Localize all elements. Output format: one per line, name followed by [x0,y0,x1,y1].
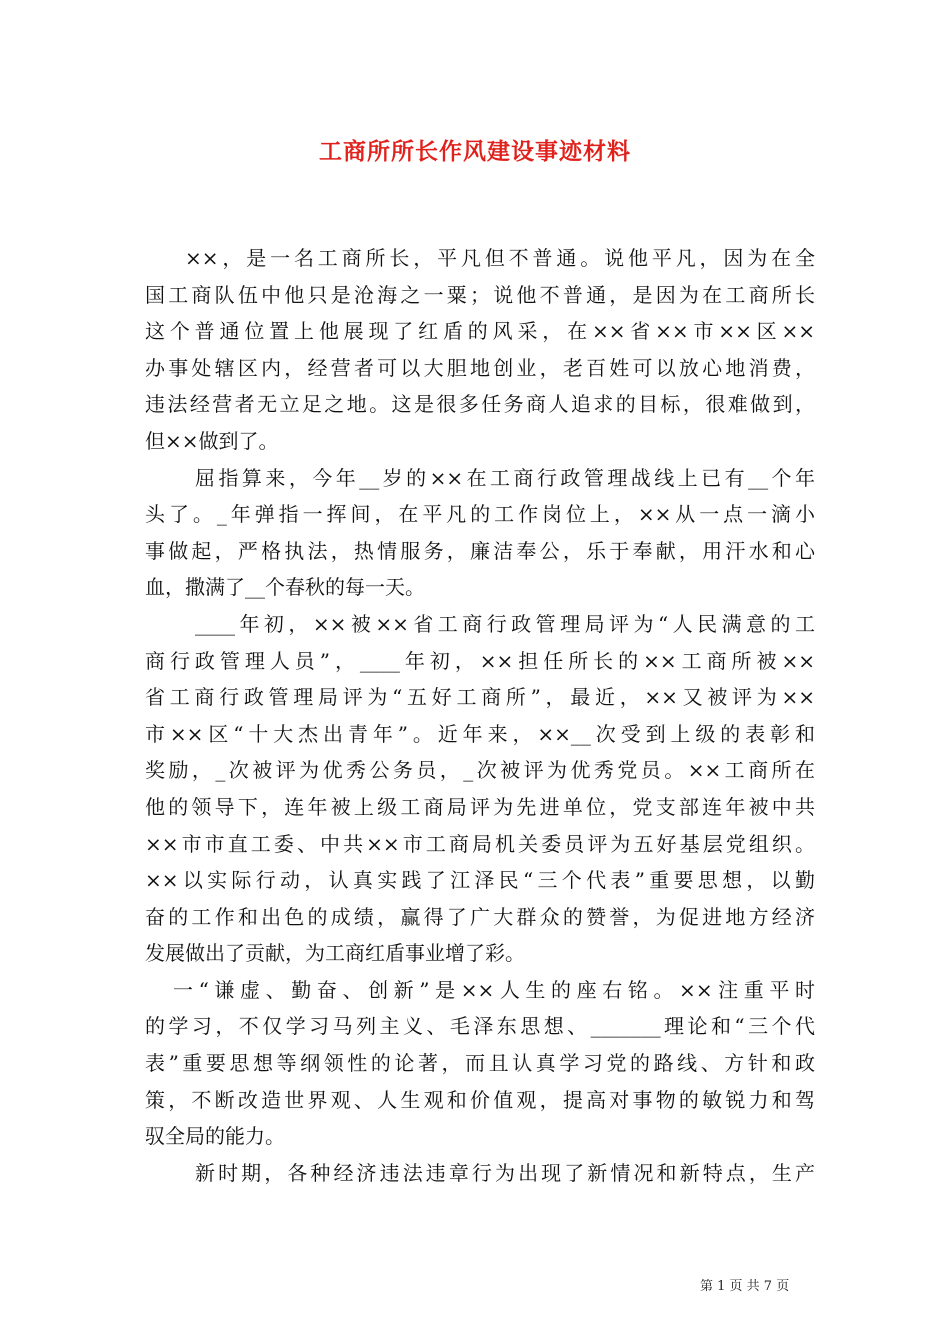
text-line: 他的领导下，连年被上级工商局评为先进单位，党支部连年被中共 [145,794,815,819]
text-line: 省工商行政管理局评为“五好工商所”，最近，××又被评为×× [145,685,815,710]
text-line: 的学习，不仅学习马列主义、毛泽东思想、_______理论和“三个代 [145,1014,815,1039]
text-line: 市××区“十大杰出青年”。近年来，××__次受到上级的表彰和 [145,721,815,746]
text-line: ××市市直工委、中共××市工商局机关委员评为五好基层党组织。 [145,831,815,856]
document-title: 工商所所长作风建设事迹材料 [319,138,631,165]
text-line: 驭全局的能力。 [145,1124,285,1149]
text-line: ××，是一名工商所长，平凡但不普通。说他平凡，因为在全 [185,246,815,270]
text-line: 这个普通位置上他展现了红盾的风采，在××省××市××区×× [145,319,815,344]
text-line: 新时期，各种经济违法违章行为出现了新情况和新特点，生产 [195,1160,815,1185]
text-line: 血，撒满了__个春秋的每一天。 [145,575,425,600]
text-line: 屈指算来，今年__岁的××在工商行政管理战线上已有__个年 [195,465,815,490]
text-line: 头了。_年弹指一挥间，在平凡的工作岗位上，××从一点一滴小 [145,502,815,527]
text-line: 国工商队伍中他只是沧海之一粟；说他不普通，是因为在工商所长 [145,282,815,307]
text-line: 策，不断改造世界观、人生观和价值观，提高对事物的敏锐力和驾 [145,1087,815,1112]
document-body [145,240,815,1191]
text-line: 商行政管理人员”，____年初，××担任所长的××工商所被×× [145,648,815,673]
text-line: 但××做到了。 [145,428,279,453]
text-line: 奋的工作和出色的成绩，赢得了广大群众的赞誉，为促进地方经济 [145,904,815,929]
text-line: 一“谦虚、勤奋、创新”是××人生的座右铭。××注重平时 [173,977,815,1002]
text-line: 违法经营者无立足之地。这是很多任务商人追求的目标，很难做到， [145,392,815,417]
page-number: 第 1 页 共 7 页 [700,1279,790,1294]
text-line: ____年初，××被××省工商行政管理局评为“人民满意的工 [195,611,815,636]
text-line: ××以实际行动，认真实践了江泽民“三个代表”重要思想，以勤 [145,868,815,893]
text-line: 奖励，_次被评为优秀公务员，_次被评为优秀党员。××工商所在 [145,758,815,783]
text-line: 事做起，严格执法，热情服务，廉洁奉公，乐于奉献，用汗水和心 [145,538,815,563]
text-line: 办事处辖区内，经营者可以大胆地创业，老百姓可以放心地消费， [145,355,815,380]
text-line: 发展做出了贡献，为工商红盾事业增了彩。 [145,941,525,966]
text-line: 表”重要思想等纲领性的论著，而且认真学习党的路线、方针和政 [145,1051,815,1076]
